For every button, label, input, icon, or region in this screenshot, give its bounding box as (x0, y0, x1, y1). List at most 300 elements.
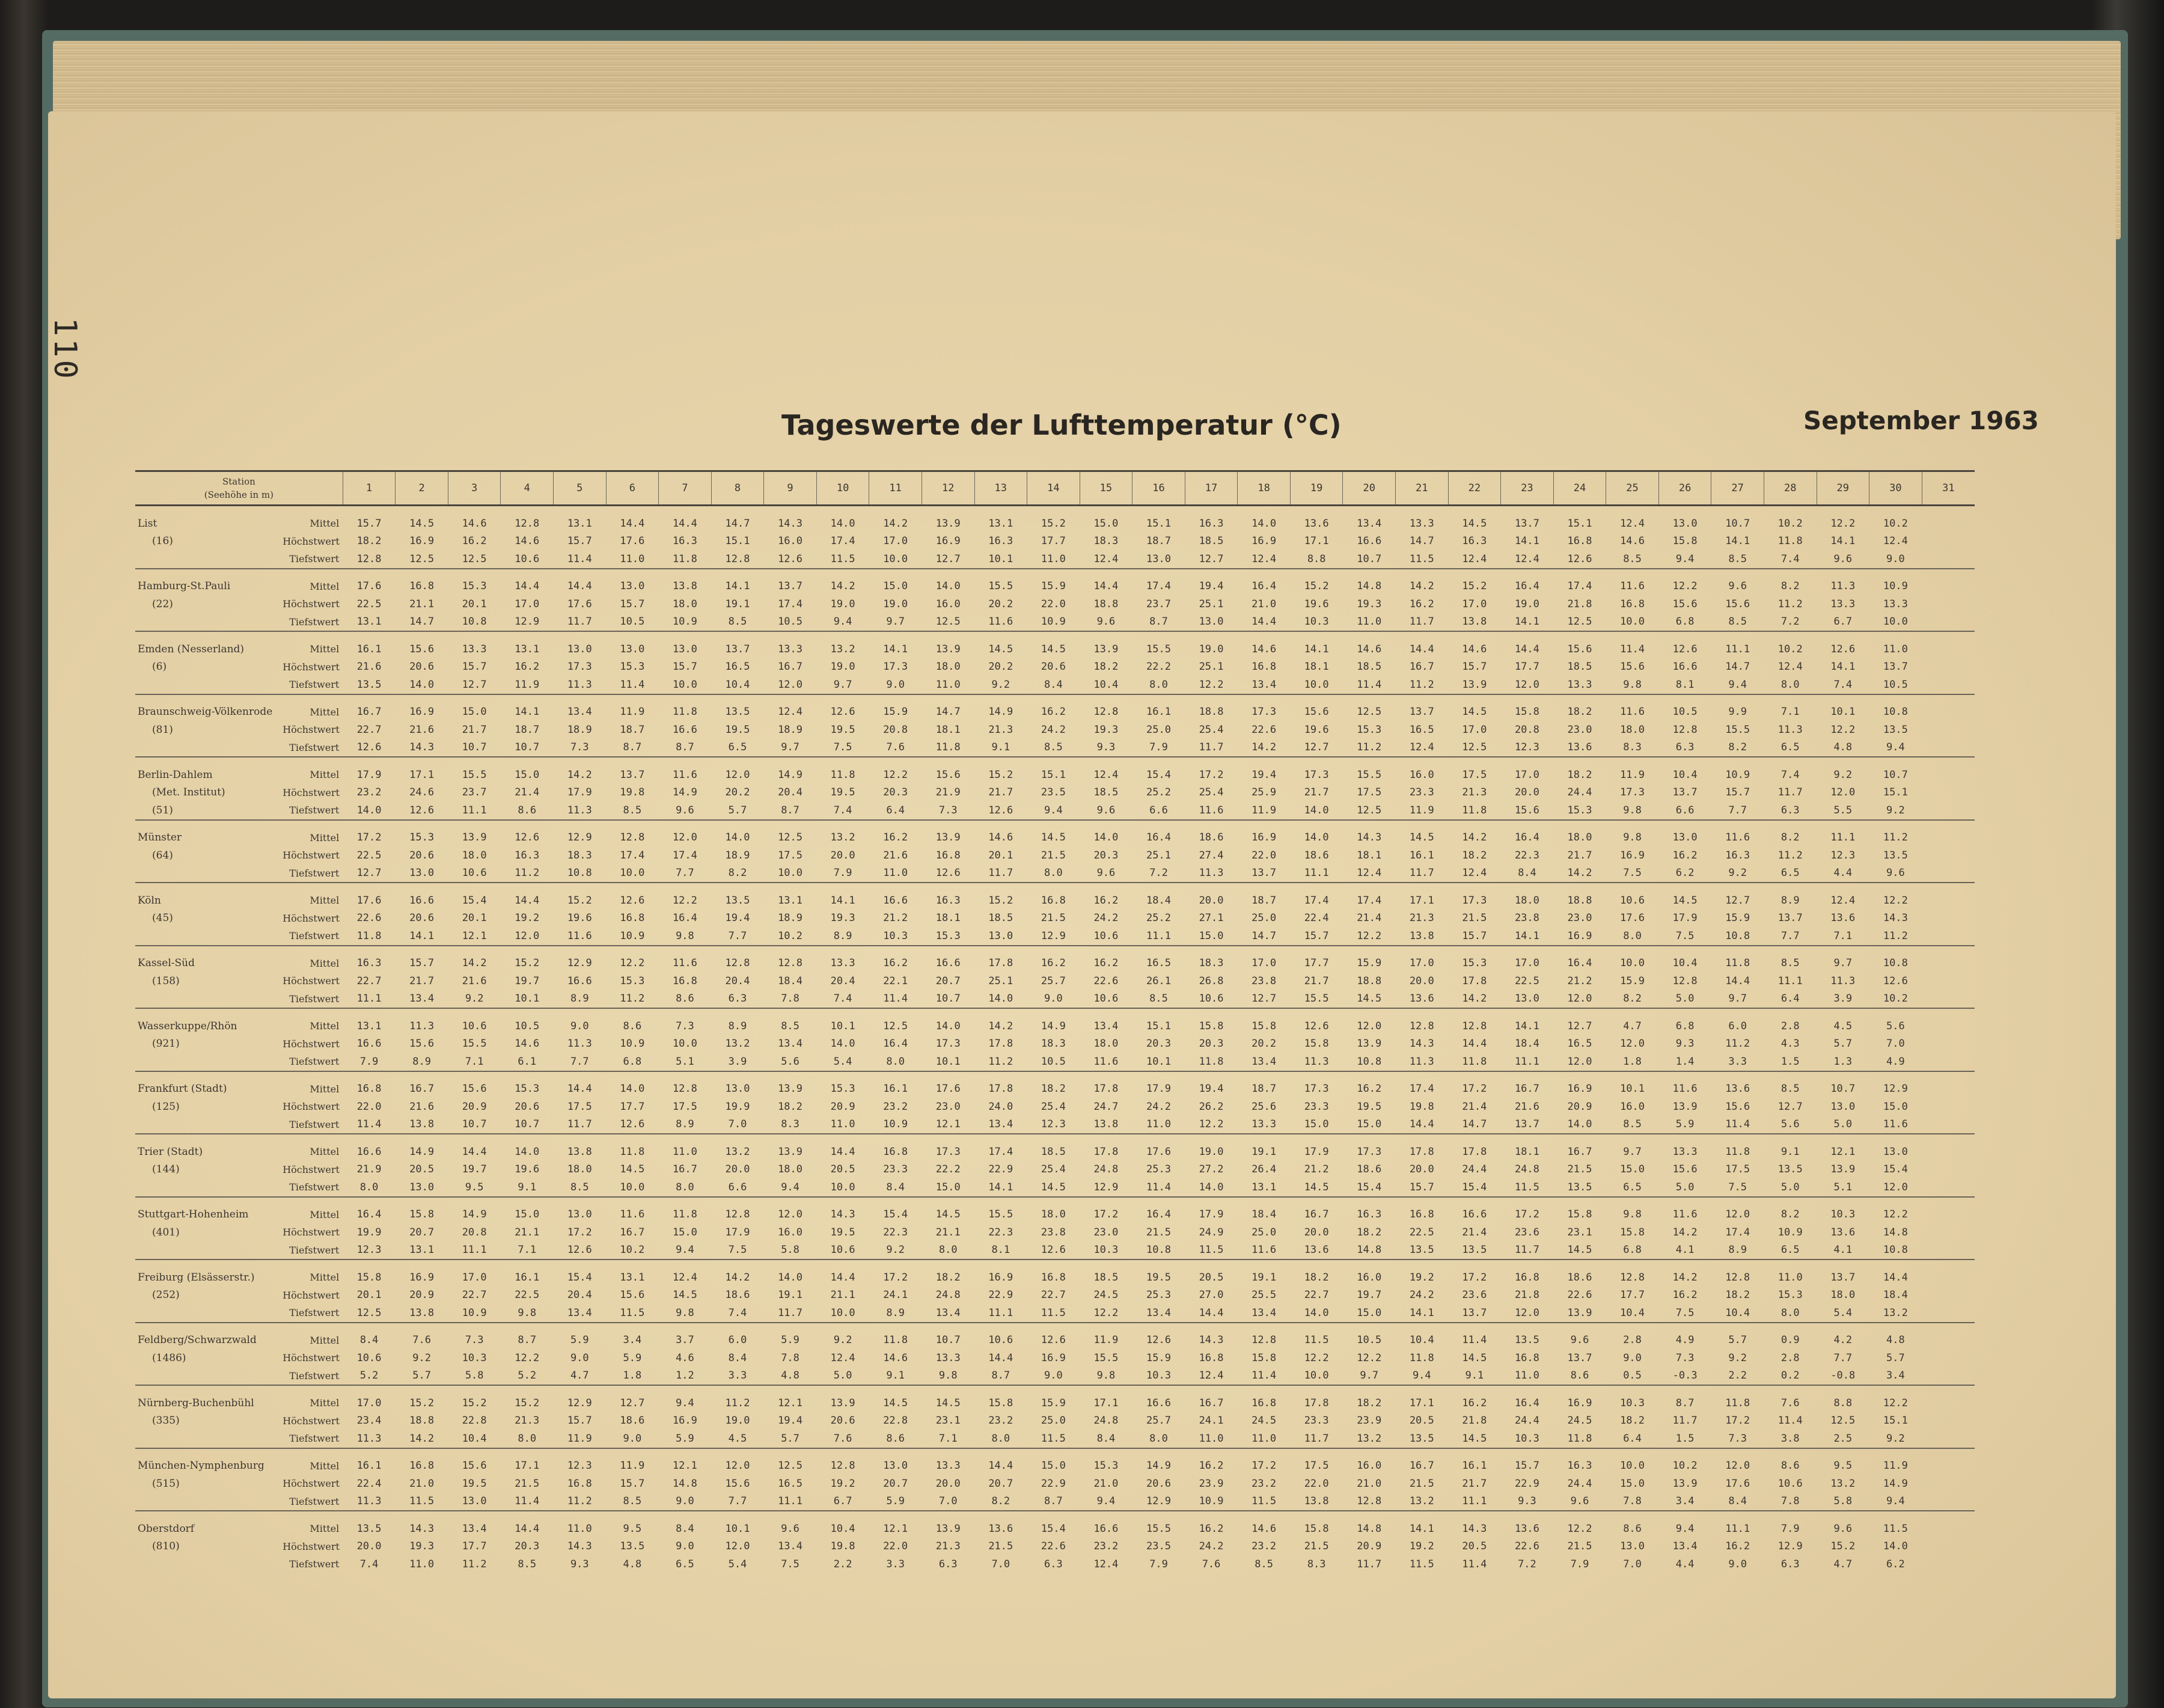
table-cell: 10.7 (935, 993, 961, 1005)
table-cell: 20.7 (883, 1477, 908, 1490)
table-cell: 21.7 (1567, 849, 1592, 862)
table-cell: 18.2 (1041, 1083, 1066, 1095)
table-cell: 13.0 (1514, 993, 1539, 1005)
table-cell: 16.9 (1567, 929, 1592, 942)
table-cell: 0.9 (1780, 1334, 1800, 1347)
table-cell: 13.3 (1883, 598, 1908, 610)
table-cell: 8.5 (1728, 616, 1747, 628)
table-cell: 20.0 (830, 849, 855, 862)
table-cell: 5.7 (728, 804, 747, 816)
table-cell: 17.9 (1146, 1083, 1171, 1095)
table-cell: 16.3 (1725, 849, 1750, 862)
table-cell: 13.0 (409, 867, 435, 880)
table-cell: 12.0 (725, 1460, 750, 1472)
table-row (135, 846, 1975, 865)
table-cell: 14.9 (672, 786, 697, 799)
table-cell: 9.5 (465, 1181, 484, 1193)
table-cell: 14.5 (672, 1289, 697, 1302)
table-cell: 10.0 (1304, 678, 1329, 691)
table-cell: 22.7 (356, 975, 382, 987)
table-cell: 7.3 (465, 1334, 484, 1347)
table-cell: 10.7 (515, 1118, 540, 1131)
table-cell: 15.8 (1567, 1208, 1592, 1221)
table-cell: 9.0 (1623, 1351, 1642, 1364)
table-cell: 7.7 (1833, 1351, 1853, 1364)
table-cell: 7.1 (938, 1432, 958, 1445)
table-cell: 4.2 (1833, 1334, 1853, 1347)
table-cell: 14.1 (1830, 661, 1856, 673)
table-cell: 9.6 (1833, 552, 1853, 565)
table-cell: 16.3 (672, 535, 697, 548)
table-cell: 16.8 (935, 849, 961, 862)
table-cell: 13.1 (778, 894, 803, 907)
table-cell: 16.1 (356, 1460, 382, 1472)
table-cell: 12.4 (778, 706, 803, 718)
table-cell: 12.4 (1620, 517, 1645, 530)
table-row (135, 676, 1975, 694)
table-cell: 23.7 (1146, 598, 1171, 610)
table-cell: 16.2 (1672, 1289, 1698, 1302)
day-header-31: 31 (1922, 471, 1975, 506)
table-cell (1922, 883, 1975, 910)
table-cell: 15.9 (1725, 912, 1750, 925)
table-cell: 7.6 (833, 1432, 852, 1445)
table-cell: 6.3 (1780, 1558, 1800, 1570)
table-cell: 15.3 (1462, 957, 1487, 970)
table-cell: 12.2 (1093, 1306, 1119, 1319)
table-cell: 23.2 (1252, 1477, 1277, 1490)
table-cell: 7.7 (728, 1495, 747, 1508)
table-cell: 13.0 (620, 643, 645, 655)
table-cell: 12.7 (1567, 1020, 1592, 1032)
day-header-20: 20 (1343, 471, 1396, 506)
table-cell (1922, 865, 1975, 883)
table-cell (1922, 658, 1975, 676)
table-cell: 7.3 (938, 804, 958, 816)
table-cell: 13.5 (1777, 1163, 1803, 1176)
table-cell: 14.1 (1514, 1020, 1539, 1032)
table-cell: 16.2 (1462, 1397, 1487, 1409)
table-cell: 20.6 (830, 1415, 855, 1427)
table-cell: 13.4 (778, 1038, 803, 1050)
table-cell: 4.3 (1780, 1038, 1800, 1050)
table-cell: 6.7 (1833, 616, 1853, 628)
table-cell: 8.8 (1833, 1397, 1853, 1409)
table-cell: 13.0 (1883, 1145, 1908, 1158)
table-cell: 11.0 (409, 1558, 435, 1570)
table-cell: 16.7 (1409, 661, 1434, 673)
table-cell: 14.8 (1357, 580, 1382, 593)
table-cell: 17.8 (988, 957, 1013, 970)
table-cell: 8.9 (728, 1020, 747, 1032)
table-cell: 15.0 (672, 1226, 697, 1238)
table-row (135, 1053, 1975, 1071)
table-cell: 16.1 (1146, 706, 1171, 718)
table-cell: 16.2 (1041, 706, 1066, 718)
table-cell: 25.7 (1041, 975, 1066, 987)
table-cell: 14.8 (1357, 1244, 1382, 1257)
table-cell: 6.4 (886, 804, 905, 816)
table-cell: 11.8 (672, 552, 697, 565)
table-cell: 22.3 (1514, 849, 1539, 862)
table-cell: 9.2 (465, 993, 484, 1005)
table-cell: 15.6 (1304, 706, 1329, 718)
table-cell: 21.6 (409, 1100, 435, 1113)
table-cell: 26.8 (1199, 975, 1224, 987)
table-cell: 12.8 (356, 552, 382, 565)
table-cell: 7.0 (1623, 1558, 1642, 1570)
table-cell: 13.3 (1830, 598, 1856, 610)
table-cell: 23.9 (1199, 1477, 1224, 1490)
table-cell: 23.2 (883, 1100, 908, 1113)
table-cell: 22.8 (462, 1415, 487, 1427)
table-cell: 7.4 (1780, 768, 1800, 781)
table-cell: 10.1 (935, 1055, 961, 1068)
table-cell: 9.6 (1728, 580, 1747, 593)
day-header-3: 3 (448, 471, 501, 506)
table-cell: 14.1 (1725, 535, 1750, 548)
table-cell: 5.9 (1675, 1118, 1695, 1131)
table-cell: 16.3 (1199, 517, 1224, 530)
table-cell: 8.5 (1623, 552, 1642, 565)
table-cell: 12.2 (1883, 1208, 1908, 1221)
table-cell: 17.1 (409, 768, 435, 781)
table-cell: 19.6 (1304, 598, 1329, 610)
table-cell: 17.7 (620, 1100, 645, 1113)
table-cell: 4.7 (1623, 1020, 1642, 1032)
table-cell: 12.1 (462, 929, 487, 942)
table-cell: 15.0 (1304, 1118, 1329, 1131)
table-cell: 21.5 (988, 1540, 1013, 1553)
table-cell: 12.4 (1777, 661, 1803, 673)
table-cell: 10.6 (462, 1020, 487, 1032)
station-elevation: (51) (152, 804, 173, 816)
table-cell: 22.6 (1567, 1289, 1592, 1302)
table-cell: 13.7 (1672, 786, 1698, 799)
table-cell: 12.5 (778, 1460, 803, 1472)
table-cell: 12.2 (883, 768, 908, 781)
table-cell: 10.9 (883, 1118, 908, 1131)
table-cell: 23.1 (935, 1415, 961, 1427)
table-cell: 19.0 (1514, 598, 1539, 610)
table-cell: 13.1 (988, 517, 1013, 530)
table-cell: 10.6 (1777, 1477, 1803, 1490)
table-cell: 13.8 (1093, 1118, 1119, 1131)
table-cell: 18.7 (1252, 1083, 1277, 1095)
table-cell: 15.8 (988, 1397, 1013, 1409)
table-cell: 12.5 (1830, 1415, 1856, 1427)
table-cell: 11.8 (1462, 1055, 1487, 1068)
table-row (135, 1035, 1975, 1053)
table-cell: 9.1 (991, 741, 1010, 754)
table-cell: 23.2 (988, 1415, 1013, 1427)
row-label: Tiefstwert (289, 1181, 340, 1193)
table-cell: 14.0 (1567, 1118, 1592, 1131)
table-cell: 14.5 (1462, 1432, 1487, 1445)
table-cell: 13.2 (725, 1145, 750, 1158)
station-elevation: (45) (152, 912, 173, 925)
table-cell: 12.2 (1199, 678, 1224, 691)
row-label: Mittel (310, 706, 340, 718)
table-cell: 17.0 (883, 535, 908, 548)
table-cell: 12.0 (1567, 1055, 1592, 1068)
day-header-19: 19 (1290, 471, 1343, 506)
table-cell: 12.9 (1093, 1181, 1119, 1193)
table-cell: 15.6 (462, 1083, 487, 1095)
table-cell: 13.5 (725, 706, 750, 718)
table-cell: 11.1 (1304, 867, 1329, 880)
table-cell: 12.7 (356, 867, 382, 880)
table-cell: 23.6 (1462, 1289, 1487, 1302)
table-cell: 19.5 (830, 723, 855, 736)
table-cell: 16.8 (883, 1145, 908, 1158)
table-cell: 12.0 (515, 929, 540, 942)
table-cell: 15.7 (1462, 661, 1487, 673)
table-cell: 13.0 (988, 929, 1013, 942)
table-cell: 11.8 (356, 929, 382, 942)
table-cell: 13.7 (1777, 912, 1803, 925)
table-cell: 12.6 (1672, 643, 1698, 655)
table-cell: 8.0 (1149, 1432, 1168, 1445)
table-cell: 6.3 (1780, 804, 1800, 816)
table-cell: 6.3 (1675, 741, 1695, 754)
station-elevation: (81) (152, 723, 173, 736)
table-cell: 10.8 (1357, 1055, 1382, 1068)
table-cell: 5.4 (833, 1055, 852, 1068)
table-cell: 11.2 (1777, 849, 1803, 862)
table-cell: 19.5 (462, 1477, 487, 1490)
table-cell: 9.8 (676, 929, 694, 942)
table-cell: 12.3 (1041, 1118, 1066, 1131)
table-cell: 12.6 (778, 552, 803, 565)
table-cell: 16.8 (356, 1083, 382, 1095)
table-cell: 21.4 (1462, 1100, 1487, 1113)
table-cell: 9.4 (1728, 678, 1747, 691)
table-cell: 17.9 (567, 786, 592, 799)
table-cell: 10.0 (672, 1038, 697, 1050)
day-header-23: 23 (1501, 471, 1554, 506)
table-cell: 11.0 (1357, 616, 1382, 628)
table-cell: 21.7 (988, 786, 1013, 799)
table-cell: 8.7 (1675, 1397, 1695, 1409)
table-cell: 12.6 (988, 804, 1013, 816)
table-cell: 7.8 (1623, 1495, 1642, 1508)
table-cell: 1.5 (1780, 1055, 1800, 1068)
table-cell: 8.2 (1780, 580, 1800, 593)
table-cell: 21.1 (935, 1226, 961, 1238)
station-name-spacer (135, 1367, 283, 1386)
table-cell: 17.9 (1199, 1208, 1224, 1221)
table-cell: 12.8 (1620, 1271, 1645, 1284)
table-cell: 15.9 (883, 706, 908, 718)
table-cell: 4.9 (1675, 1334, 1695, 1347)
table-cell: 8.9 (570, 993, 589, 1005)
table-cell: 12.0 (778, 1208, 803, 1221)
table-cell: 8.0 (1780, 678, 1800, 691)
table-cell: 13.0 (409, 1181, 435, 1193)
table-cell: 12.5 (1357, 804, 1382, 816)
table-cell: 13.1 (356, 616, 382, 628)
table-cell: 9.6 (1096, 867, 1116, 880)
table-cell: 16.9 (409, 706, 435, 718)
table-cell: 14.4 (1883, 1271, 1908, 1284)
table-cell: 15.2 (462, 1397, 487, 1409)
table-row (135, 694, 1975, 721)
table-cell: 14.2 (1462, 831, 1487, 844)
row-label: Höchstwert (283, 849, 340, 862)
table-cell: 12.6 (567, 1244, 592, 1257)
table-cell: 13.0 (883, 1460, 908, 1472)
table-cell: 10.5 (1041, 1055, 1066, 1068)
table-cell: 13.9 (462, 831, 487, 844)
page-period: September 1963 (1803, 406, 2039, 435)
table-cell: 10.4 (1093, 678, 1119, 691)
table-cell: 11.5 (1252, 1495, 1277, 1508)
table-cell: 17.7 (1620, 1289, 1645, 1302)
table-cell: 19.3 (1357, 598, 1382, 610)
table-cell: 11.3 (1777, 723, 1803, 736)
table-cell: 4.5 (1833, 1020, 1853, 1032)
table-cell: 9.4 (676, 1397, 694, 1409)
table-cell: 17.0 (1409, 957, 1434, 970)
table-cell: 19.2 (1409, 1271, 1434, 1284)
table-cell: 17.2 (1462, 1083, 1487, 1095)
table-cell (1922, 1241, 1975, 1260)
table-cell: 25.6 (1252, 1100, 1277, 1113)
table-cell: 7.0 (991, 1558, 1010, 1570)
table-cell: 12.1 (1830, 1145, 1856, 1158)
table-cell: 3.9 (728, 1055, 747, 1068)
table-cell: 12.7 (1725, 894, 1750, 907)
table-cell: 15.0 (1620, 1477, 1645, 1490)
table-cell: 11.1 (778, 1495, 803, 1508)
table-cell: 13.1 (620, 1271, 645, 1284)
table-cell: 1.2 (676, 1370, 694, 1382)
table-cell: 14.2 (883, 517, 908, 530)
table-cell: 4.6 (676, 1351, 694, 1364)
table-cell: 9.0 (570, 1020, 589, 1032)
table-cell: 7.2 (1780, 616, 1800, 628)
table-cell: 9.6 (1096, 616, 1116, 628)
table-row (135, 1197, 1975, 1224)
table-cell: 24.4 (1462, 1163, 1487, 1176)
table-cell: 16.3 (1567, 1460, 1592, 1472)
table-cell: 7.4 (1833, 678, 1853, 691)
table-cell: 17.6 (356, 894, 382, 907)
table-row (135, 1071, 1975, 1098)
table-cell: 18.8 (1199, 706, 1224, 718)
table-cell: 22.2 (935, 1163, 961, 1176)
table-cell: 8.5 (1623, 1118, 1642, 1131)
table-cell: 15.3 (1357, 723, 1382, 736)
table-cell: 19.8 (1409, 1100, 1434, 1113)
table-cell: 18.4 (1146, 894, 1171, 907)
table-cell: 5.8 (781, 1244, 799, 1257)
table-cell: 9.0 (1728, 1558, 1747, 1570)
table-cell: 14.0 (935, 1020, 961, 1032)
table-cell (1922, 1197, 1975, 1224)
table-cell: 14.4 (1252, 616, 1277, 628)
table-cell: 14.0 (356, 804, 382, 816)
table-cell: 17.5 (778, 849, 803, 862)
table-cell: 12.6 (409, 804, 435, 816)
table-cell: 11.8 (1725, 1397, 1750, 1409)
table-cell (1922, 721, 1975, 739)
table-cell: 13.0 (462, 1495, 487, 1508)
table-cell: 13.6 (1514, 1522, 1539, 1535)
table-cell: 12.6 (1146, 1334, 1171, 1347)
table-cell: 14.2 (462, 957, 487, 970)
table-cell: 21.2 (883, 912, 908, 925)
table-cell: 18.6 (1199, 831, 1224, 844)
table-cell: 20.6 (409, 912, 435, 925)
table-cell: 13.9 (1672, 1477, 1698, 1490)
table-cell: 18.7 (1252, 894, 1277, 907)
table-cell: 10.3 (1620, 1397, 1645, 1409)
table-cell: 8.0 (1623, 929, 1642, 942)
table-cell: 12.8 (778, 957, 803, 970)
table-row (135, 1223, 1975, 1241)
table-cell: 18.5 (1093, 786, 1119, 799)
table-cell: 15.2 (1830, 1540, 1856, 1553)
table-cell: 10.9 (1199, 1495, 1224, 1508)
table-cell: 12.0 (1514, 1306, 1539, 1319)
table-cell: 8.4 (728, 1351, 747, 1364)
table-cell: 14.4 (1199, 1306, 1224, 1319)
table-cell: 11.9 (620, 1460, 645, 1472)
table-cell: 22.5 (356, 598, 382, 610)
table-cell: 23.3 (1304, 1100, 1329, 1113)
table-cell: 6.6 (1149, 804, 1168, 816)
table-cell: 16.3 (1462, 535, 1487, 548)
table-cell: 17.1 (1304, 535, 1329, 548)
station-block (135, 1008, 1975, 1071)
table-cell: 6.0 (1728, 1020, 1747, 1032)
table-row (135, 820, 1975, 847)
table-cell: 9.2 (1833, 768, 1853, 781)
table-cell: 8.0 (518, 1432, 537, 1445)
table-cell: 15.2 (988, 894, 1013, 907)
table-cell: 11.1 (1830, 831, 1856, 844)
table-cell: 7.1 (518, 1244, 537, 1257)
table-cell: 14.5 (1357, 993, 1382, 1005)
table-cell: 9.7 (886, 616, 905, 628)
table-cell (1922, 676, 1975, 694)
table-cell: 18.2 (778, 1100, 803, 1113)
table-cell: 14.5 (1041, 831, 1066, 844)
table-cell: 14.2 (1252, 741, 1277, 754)
table-cell: 11.6 (1672, 1083, 1698, 1095)
table-row (135, 865, 1975, 883)
table-cell: 9.9 (1728, 706, 1747, 718)
table-cell: 10.0 (1620, 957, 1645, 970)
table-cell: 17.6 (620, 535, 645, 548)
table-cell: 22.9 (1514, 1477, 1539, 1490)
table-cell: 11.2 (515, 867, 540, 880)
table-cell: 13.5 (1883, 849, 1908, 862)
table-cell: 13.1 (1252, 1181, 1277, 1193)
table-row (135, 739, 1975, 758)
table-cell: 13.7 (1409, 706, 1434, 718)
table-cell: 11.6 (1252, 1244, 1277, 1257)
table-cell: 22.4 (1304, 912, 1329, 925)
station-header-label: Station (222, 476, 255, 487)
table-cell: 11.3 (356, 1432, 382, 1445)
table-cell: 21.9 (935, 786, 961, 799)
table-cell: 12.7 (620, 1397, 645, 1409)
table-cell: 24.5 (1252, 1415, 1277, 1427)
table-cell: 13.7 (1514, 1118, 1539, 1131)
